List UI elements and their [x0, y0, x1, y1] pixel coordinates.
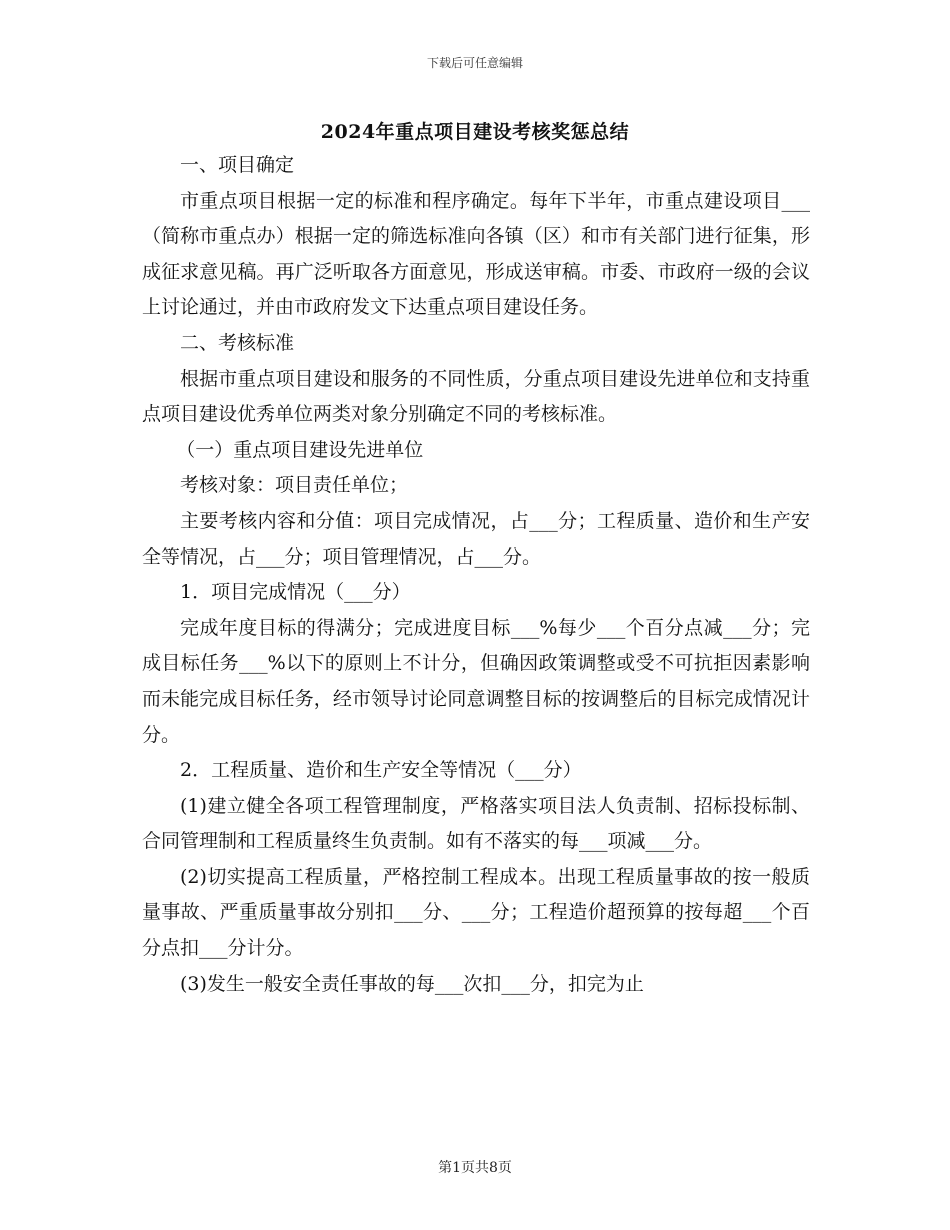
page-number: 第1页共8页	[438, 1160, 512, 1176]
subsection-heading-advanced-units: （一）重点项目建设先进单位	[176, 438, 424, 461]
item-heading-project-completion: 1．项目完成情况（___分）	[180, 581, 411, 604]
document-body	[142, 148, 810, 1002]
paragraph-management-systems: (1)建立健全各项工程管理制度，严格落实项目法人负责制、招标投标制、合同管理制和工程质量终生负责制。如有不落实的每___项减___分。	[142, 794, 810, 853]
item-heading-quality-cost-safety: 2．工程质量、造价和生产安全等情况（___分）	[180, 759, 582, 782]
paragraph-project-completion: 完成年度目标的得满分；完成进度目标___%每少___个百分点减___分；完成目标任务___%以下的原则上不计分，但确因政策调整或受不可抗拒因素影响而未能完成目标任务，经市领导讨论同意调整目标的按调整后的目标完成情况计分。	[142, 616, 810, 746]
section-heading-project-determination: 一、项目确定	[180, 154, 295, 176]
paragraph-safety-accidents: (3)发生一般安全责任事故的每___次扣___分，扣完为止	[180, 972, 644, 995]
paragraph-assessment-target: 考核对象：项目责任单位；	[180, 474, 409, 497]
paragraph-project-determination: 市重点项目根据一定的标准和程序确定。每年下半年，市重点建设项目___（简称市重点办）根据一定的筛选标准向各镇（区）和市有关部门进行征集，形成征求意见稿。再广泛听取各方面意见，形成送审稿。市委、市政府一级的会议上讨论通过，并由市政府发文下达重点项目建设任务。	[142, 189, 810, 319]
paragraph-assessment-content: 主要考核内容和分值：项目完成情况，占___分；工程质量、造价和生产安全等情况，占___分；项目管理情况，占___分。	[142, 509, 810, 568]
section-heading-assessment-standards: 二、考核标准	[180, 331, 295, 354]
header-note: 下载后可任意编辑	[426, 56, 523, 70]
paragraph-assessment-standards: 根据市重点项目建设和服务的不同性质，分重点项目建设先进单位和支持重点项目建设优秀单位两类对象分别确定不同的考核标准。	[142, 367, 810, 426]
paragraph-quality-control: (2)切实提高工程质量，严格控制工程成本。出现工程质量事故的按一般质量事故、严重质量事故分别扣___分、___分；工程造价超预算的按每超___个百分点扣___分计分。	[142, 865, 810, 960]
document-title: 2024年重点项目建设考核奖惩总结	[320, 121, 630, 143]
